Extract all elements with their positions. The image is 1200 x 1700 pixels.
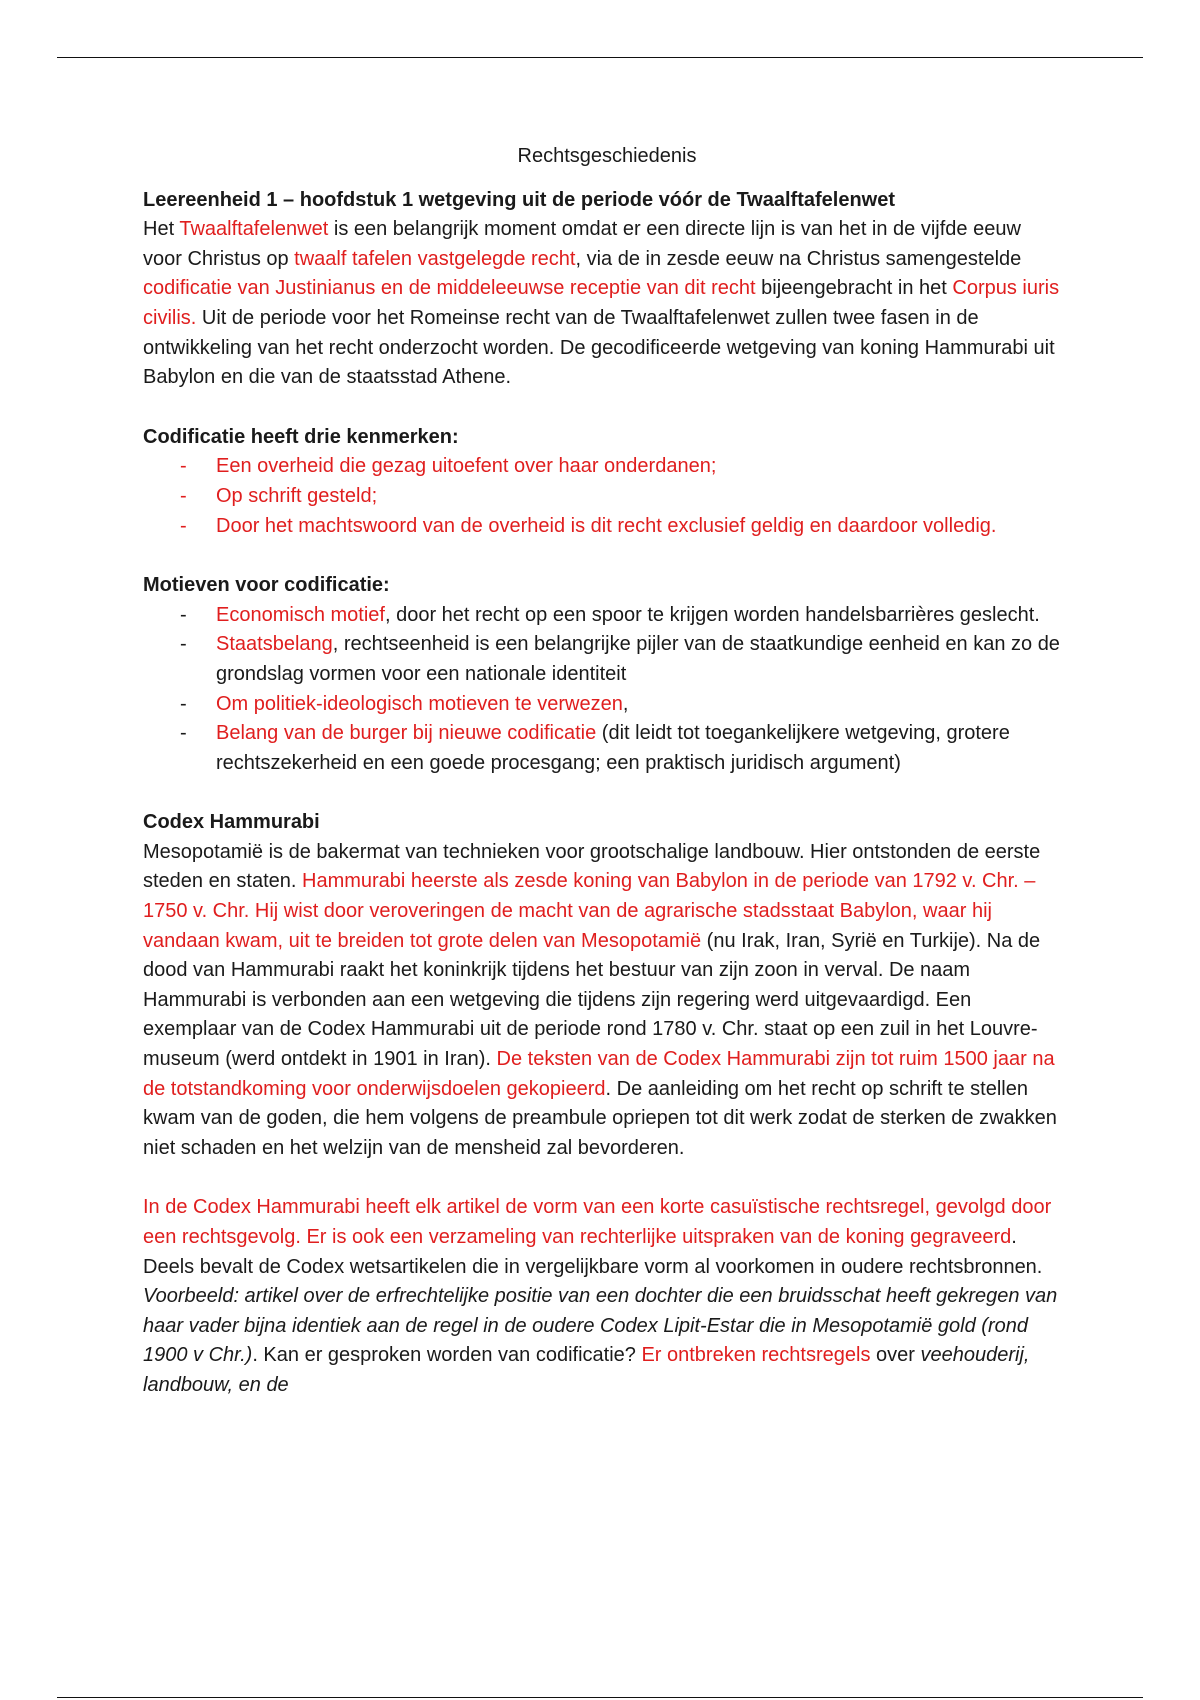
highlighted-term: Twaalftafelenwet bbox=[179, 218, 329, 241]
highlighted-term: codificatie van Justinianus en de middeleeuwse receptie van dit recht bbox=[143, 277, 756, 300]
text-segment: bijeengebracht in het bbox=[755, 277, 953, 300]
highlighted-term: Staatsbelang bbox=[216, 633, 333, 656]
highlighted-term: Hammurabi heerste als zesde koning van Babylon in de periode van 1792 v. Chr. – 1750 v. Chr. Hij wist door veroveringen de macht van de agrarische stadsstaat Babylon, waar hij vandaan kwam, uit te breiden tot grote delen van Mesopotamië bbox=[143, 870, 1036, 952]
text-segment: (nu Irak, Iran, Syrië en Turkije). Na de dood van Hammurabi raakt het koninkrijk tijdens het bestuur van zijn zoon in verval. De naam Hammurabi is verbonden aan een wetgeving die tijdens zijn regering werd uitgevaardigd. Een exemplaar van de Codex Hammurabi uit de periode rond 1780 v. Chr. staat op een zuil in het Louvre-museum (werd ontdekt in 1901 in Iran). bbox=[143, 929, 1041, 1071]
list-item: - Een overheid die gezag uitoefent over haar onderdanen; bbox=[143, 452, 1063, 482]
list-item: - Op schrift gesteld; bbox=[143, 482, 1063, 512]
highlighted-term: Corpus iuris civilis. bbox=[143, 277, 1060, 329]
motieven-list bbox=[143, 601, 1063, 779]
text-segment: . Kan er gesproken worden van codificatie? bbox=[252, 1344, 642, 1367]
text-segment: Uit de periode voor het Romeinse recht van de Twaalftafelenwet zullen twee fasen in de ontwikkeling van het recht onderzocht worden. De gecodificeerde wetgeving van koning Hammurabi uit Babylon en die van de staatsstad Athene. bbox=[143, 306, 1055, 389]
section-codex-artikelen bbox=[143, 1193, 1063, 1400]
document-title: Rechtsgeschiedenis bbox=[517, 145, 697, 167]
section-leereenheid bbox=[143, 186, 1063, 393]
highlighted-term: De teksten van de Codex Hammurabi zijn tot ruim 1500 jaar na de totstandkoming voor onderwijsdoelen gekopieerd bbox=[143, 1048, 1055, 1100]
text-segment: , via de in zesde eeuw na Christus samengestelde bbox=[575, 247, 1022, 270]
list-item bbox=[143, 601, 1063, 631]
text-segment: (dit leidt tot toegankelijkere wetgeving, grotere rechtszekerheid en een goede procesgang; een praktisch juridisch argument) bbox=[216, 722, 1010, 774]
list-item bbox=[143, 719, 1063, 778]
example-text: Voorbeeld: artikel over de erfrechtelijke positie van een dochter die een bruidsschat heeft gekregen van haar vader bijna identiek aan de regel in de oudere Codex Lipit-Estar die in Mesopotamië gold (rond 1900 v Chr.) bbox=[143, 1285, 1058, 1367]
text-segment: . Deels bevalt de Codex wetsartikelen die in vergelijkbare vorm al voorkomen in oudere rechtsbronnen. bbox=[143, 1226, 1043, 1278]
paragraph bbox=[143, 215, 1063, 393]
list-item bbox=[143, 690, 1063, 720]
text-segment: . De aanleiding om het recht op schrift te stellen kwam van de goden, die hem volgens de preambule opriepen tot dit werk zodat de sterken de zwakken niet schaden en het welzijn van de mensheid zal bevorderen. bbox=[143, 1077, 1057, 1159]
highlighted-term: In de Codex Hammurabi heeft elk artikel de vorm van een korte casuïstische rechtsregel, gevolgd door een rechtsgevolg. Er is ook een verzameling van rechterlijke uitspraken van de koning gegraveerd bbox=[143, 1196, 1052, 1248]
example-text: veehouderij, landbouw, en de bbox=[143, 1344, 1030, 1396]
section-heading: Codex Hammurabi bbox=[143, 811, 320, 834]
section-motieven bbox=[143, 571, 1063, 778]
section-heading: Leereenheid 1 – hoofdstuk 1 wetgeving uit de periode vóór de Twaalftafelenwet bbox=[143, 188, 896, 211]
paragraph bbox=[143, 1193, 1063, 1400]
highlighted-term: twaalf tafelen vastgelegde recht bbox=[294, 247, 576, 270]
footer-rule bbox=[57, 1697, 1143, 1698]
text-segment: over bbox=[870, 1344, 921, 1367]
section-heading: Motieven voor codificatie: bbox=[143, 574, 390, 597]
text-segment: , door het recht op een spoor te krijgen worden handelsbarrières geslecht. bbox=[384, 603, 1040, 626]
highlighted-term: Er ontbreken rechtsregels bbox=[641, 1344, 871, 1367]
paragraph bbox=[143, 838, 1063, 1164]
text-segment: Mesopotamië is de bakermat van technieken voor grootschalige landbouw. Hier ontstonden de eerste steden en staten. bbox=[143, 840, 1041, 893]
highlighted-term: Economisch motief bbox=[216, 603, 385, 626]
section-kenmerken bbox=[143, 423, 1063, 541]
document-body bbox=[143, 142, 1063, 1431]
section-heading: Codificatie heeft drie kenmerken: bbox=[143, 425, 459, 448]
kenmerken-list bbox=[143, 452, 1063, 541]
list-item bbox=[143, 630, 1063, 689]
text-segment: is een belangrijk moment omdat er een directe lijn is van het in de vijfde eeuw voor Christus op bbox=[143, 218, 1021, 270]
list-item: - Door het machtswoord van de overheid is dit recht exclusief geldig en daardoor volledig. bbox=[143, 512, 1063, 542]
highlighted-term: Om politiek-ideologisch motieven te verwezen bbox=[216, 692, 623, 715]
header-rule bbox=[57, 57, 1143, 58]
section-codex-hammurabi bbox=[143, 808, 1063, 1163]
highlighted-term: Belang van de burger bij nieuwe codificatie bbox=[216, 722, 597, 745]
text-segment: , rechtseenheid is een belangrijke pijler van de staatkundige eenheid en kan zo de grondslag vormen voor een nationale identiteit bbox=[216, 633, 1060, 685]
text-segment: Het bbox=[143, 218, 180, 241]
text-segment: , bbox=[622, 692, 629, 715]
